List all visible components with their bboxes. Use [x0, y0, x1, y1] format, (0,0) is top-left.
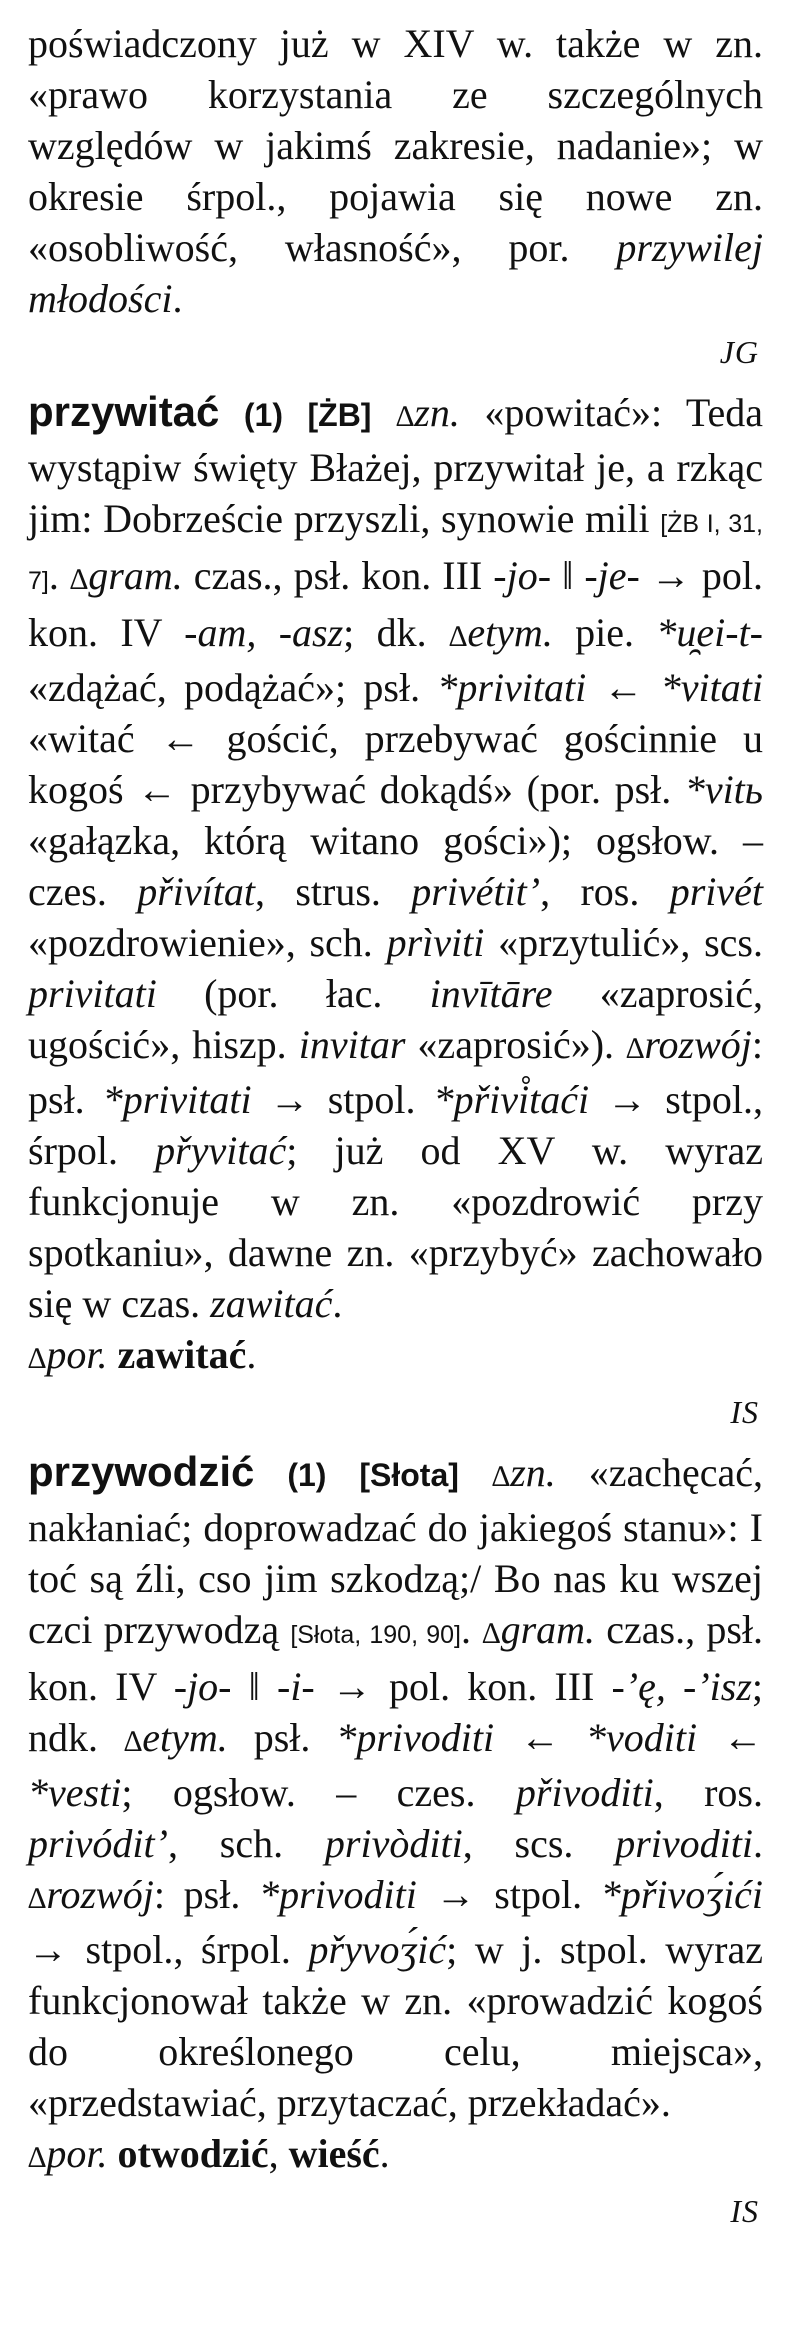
rozwoj-text: ; już od XV w. wyraz funkcjonuje w zn. «pozdrowić przy spotkaniu», dawne zn. «przybyć» zachowało się w czas. — [28, 1128, 763, 1326]
triangle-icon: ∆ — [28, 2141, 47, 2174]
entry-przywitac: przywitać (1) [ŻB] ∆zn. «powitać»: Teda wystąpiw święty Błażej, przywitał je, a rzkąc jim: Dobrzeście przyszli, synowie mili [ŻB I, 31, 7]. ∆gram. czas., psł. kon. III -jo- ‖ -je- → pol. kon. IV -am, -asz; dk. ∆etym. pie. *u̯ei-t- «zdążać, podążać»; psł. *privitati ← *vitati «witać ← gościć, przebywać gościnnie u kogoś ← przybywać dokądś» (por. psł. *vitь «gałązka, którą witano gości»); ogsłow. – czes. přivítat, strus. privétit’, ros. privét «pozdrowienie», sch. prìviti «przytulić», scs. privitati (por. łac. invītāre «zaprosić, ugościć», hiszp. invitar «zaprosić»). ∆rozwój: psł. *privitati → stpol. *přivi̊taći → stpol., śrpol. přyvitać; już od XV w. wyraz funkcjonuje w zn. «pozdrowić przy spotkaniu», dawne zn. «przybyć» zachowało się w czas. zawitać. — [28, 388, 764, 1326]
etym-text: ← — [586, 665, 661, 710]
gram-text: czas., psł. kon. III — [182, 553, 494, 598]
etym-form: *voditi — [586, 1715, 698, 1760]
author-signature-is: IS — [730, 1394, 759, 1430]
gram-form: -jo- — [493, 553, 552, 598]
gram-separator: ‖ — [551, 553, 585, 598]
etym-text: ; ogsłow. – czes. — [121, 1770, 516, 1815]
section-label-etym: etym. — [142, 1715, 228, 1760]
etym-text: «zaprosić, ugościć», hiszp. — [28, 971, 763, 1067]
etym-form: přivítat — [137, 869, 255, 914]
triangle-icon: ∆ — [448, 620, 468, 653]
continuation-text: poświadczony już w XIV w. także w zn. «prawo korzystania ze szczególnych względów w jakimś zakresie, nadanie»; w okresie śrpol., pojawia się nowe zn. «osobliwość, własność», por. — [28, 21, 763, 270]
etym-form: *vitь — [684, 767, 763, 812]
section-label-etym: etym. — [467, 610, 553, 655]
rozwoj-form: *přivi̊taći — [433, 1077, 590, 1122]
rozwoj-text: : psł. — [28, 1022, 763, 1122]
etym-form: *u̯ei-t- — [656, 610, 763, 655]
etym-text: (por. łac. — [156, 971, 430, 1016]
cross-reference — [28, 1329, 763, 1384]
etym-form: privét — [669, 869, 764, 914]
etym-text: . — [753, 1821, 763, 1866]
gram-form: -je- — [584, 553, 640, 598]
gram-text: → pol. kon. III — [314, 1664, 612, 1709]
gram-text: ; dk. — [343, 610, 449, 655]
section-label-rozwoj: rozwój — [46, 1872, 154, 1917]
cross-ref-end: . — [246, 1332, 257, 1377]
rozwoj-text: . — [332, 1281, 343, 1326]
gram-text: czas., psł. kon. IV — [28, 1607, 763, 1709]
author-signature-is: IS — [730, 2193, 759, 2229]
rozwoj-text: : psł. — [153, 1872, 260, 1917]
cross-reference — [28, 2128, 763, 2183]
etym-form: *privoditi — [336, 1715, 495, 1760]
rozwoj-form: přyvoʒ́ić — [308, 1927, 447, 1972]
rozwoj-form: zawitać — [210, 1281, 333, 1326]
etym-form: privétit’ — [411, 869, 541, 914]
rozwoj-text: → stpol. — [251, 1077, 434, 1122]
meaning-text: «zachęcać, nakłaniać; doprowadzać do jakiegoś stanu»: I toć są źli, cso jim szkodzą;/ Bo nas ku wszej czci przywodzą — [28, 1450, 763, 1652]
section-label-por: por. — [46, 1332, 108, 1377]
triangle-icon: ∆ — [482, 1617, 501, 1650]
headword-przywodzic: przywodzić — [28, 1448, 255, 1495]
etym-text: «witać ← gościć, przebywać gościnnie u kogoś ← przybywać dokądś» (por. psł. — [28, 716, 763, 812]
rozwoj-form: *privoditi — [259, 1872, 417, 1917]
etym-form: *privitati — [437, 665, 587, 710]
rozwoj-form: přyvitać — [155, 1128, 287, 1173]
etym-text: «gałązka, którą witano gości»); ogsłow. – czes. — [28, 818, 763, 914]
cross-ref-separator: , — [268, 2131, 289, 2176]
triangle-icon: ∆ — [69, 563, 89, 596]
etym-text: ← — [697, 1715, 764, 1760]
section-label-rozwoj: rozwój — [644, 1022, 752, 1067]
cross-ref-word: otwodzić — [117, 2131, 269, 2176]
etym-form: privòditi — [324, 1821, 463, 1866]
etym-text: , strus. — [254, 869, 412, 914]
continuation-end: . — [172, 276, 183, 321]
etym-text: , sch. — [167, 1821, 325, 1866]
section-label-gram: gram. — [500, 1607, 596, 1652]
citation: [ŻB I, 31, 7] — [28, 510, 763, 595]
etym-text: pie. — [552, 610, 657, 655]
etym-text: , ros. — [653, 1770, 763, 1815]
etym-form: prìviti — [386, 920, 485, 965]
rozwoj-text: → stpol., śrpol. — [28, 1927, 309, 1972]
rozwoj-text: → stpol., śrpol. — [28, 1077, 764, 1173]
cross-ref-word: zawitać — [117, 1332, 247, 1377]
headword-przywitac: przywitać — [28, 388, 220, 435]
etym-text: «pozdrowienie», sch. — [28, 920, 387, 965]
etym-form: *vesti — [28, 1770, 122, 1815]
continuation-example: przywilej młodości — [28, 225, 763, 321]
etym-form: přivoditi — [515, 1770, 654, 1815]
triangle-icon: ∆ — [395, 400, 415, 433]
gram-form: -jo- — [173, 1664, 232, 1709]
etym-text: , scs. — [462, 1821, 616, 1866]
triangle-icon: ∆ — [28, 1882, 47, 1915]
etym-form: invītāre — [429, 971, 553, 1016]
etym-form: privoditi — [615, 1821, 753, 1866]
author-signature-jg: JG — [719, 334, 759, 370]
etym-text: , ros. — [540, 869, 670, 914]
etym-form: *vitati — [660, 665, 764, 710]
gram-text: ; ndk. — [28, 1664, 764, 1760]
conjugation-number: (1) — [243, 397, 283, 433]
triangle-icon: ∆ — [28, 1342, 47, 1375]
entry-continuation — [28, 18, 763, 324]
etym-form: privódit’ — [28, 1821, 168, 1866]
etym-form: invitar — [298, 1022, 406, 1067]
etym-text: «zaprosić»). — [405, 1022, 627, 1067]
etym-text: psł. — [227, 1715, 337, 1760]
triangle-icon: ∆ — [123, 1725, 143, 1758]
rozwoj-text: ; w j. stpol. wyraz funkcjonował także w zn. «prowadzić kogoś do określonego celu, miejsca», «przedstawiać, przytaczać, przekładać». — [28, 1927, 764, 2125]
section-label-gram: gram. — [88, 553, 183, 598]
gram-form: -’ę, -’isz — [611, 1664, 752, 1709]
cross-ref-end: . — [379, 2131, 390, 2176]
gram-text: → pol. kon. IV — [28, 553, 764, 655]
etym-text: ← — [494, 1715, 586, 1760]
source-tag: [Słota] — [359, 1457, 459, 1493]
rozwoj-text: → stpol. — [416, 1872, 601, 1917]
gram-form: -i- — [277, 1664, 315, 1709]
section-label-zn: zn. — [414, 390, 460, 435]
etym-text: «zdążać, podążać»; psł. — [28, 665, 438, 710]
source-tag: [ŻB] — [307, 397, 372, 433]
cross-ref-word: wieść — [288, 2131, 380, 2176]
rozwoj-form: *privitati — [102, 1077, 252, 1122]
citation: [Słota, 190, 90] — [290, 1621, 461, 1649]
triangle-icon: ∆ — [626, 1032, 645, 1065]
gram-form: -am, -asz — [184, 610, 344, 655]
conjugation-number: (1) — [287, 1457, 327, 1493]
triangle-icon: ∆ — [491, 1460, 511, 1493]
entry-przywodzic: przywodzić (1) [Słota] ∆zn. «zachęcać, nakłaniać; doprowadzać do jakiegoś stanu»: I toć są źli, cso jim szkodzą;/ Bo nas ku wszej czci przywodzą [Słota, 190, 90]. ∆gram. czas., psł. kon. IV -jo- ‖ -i- → pol. kon. III -’ę, -’isz; ndk. ∆etym. psł. *privoditi ← *voditi ← *vesti; ogsłow. – czes. přivoditi, ros. privódit’, sch. privòditi, scs. privoditi. ∆rozwój: psł. *privoditi → stpol. *přivoʒ́ići → stpol., śrpol. přyvoʒ́ić; w j. stpol. wyraz funkcjonował także w zn. «prowadzić kogoś do określonego celu, miejsca», «przedstawiać, przytaczać, przekładać». — [28, 1448, 764, 2125]
etym-form: privitati — [28, 971, 157, 1016]
etym-text: «przytulić», scs. — [484, 920, 763, 965]
section-label-por: por. — [46, 2131, 108, 2176]
meaning-text: «powitać»: Teda wystąpiw święty Błażej, przywitał je, a rzkąc jim: Dobrzeście przyszli, synowie mili — [28, 390, 763, 541]
gram-separator: ‖ — [231, 1664, 277, 1709]
rozwoj-form: *přivoʒ́ići — [600, 1872, 763, 1917]
section-label-zn: zn. — [510, 1450, 556, 1495]
